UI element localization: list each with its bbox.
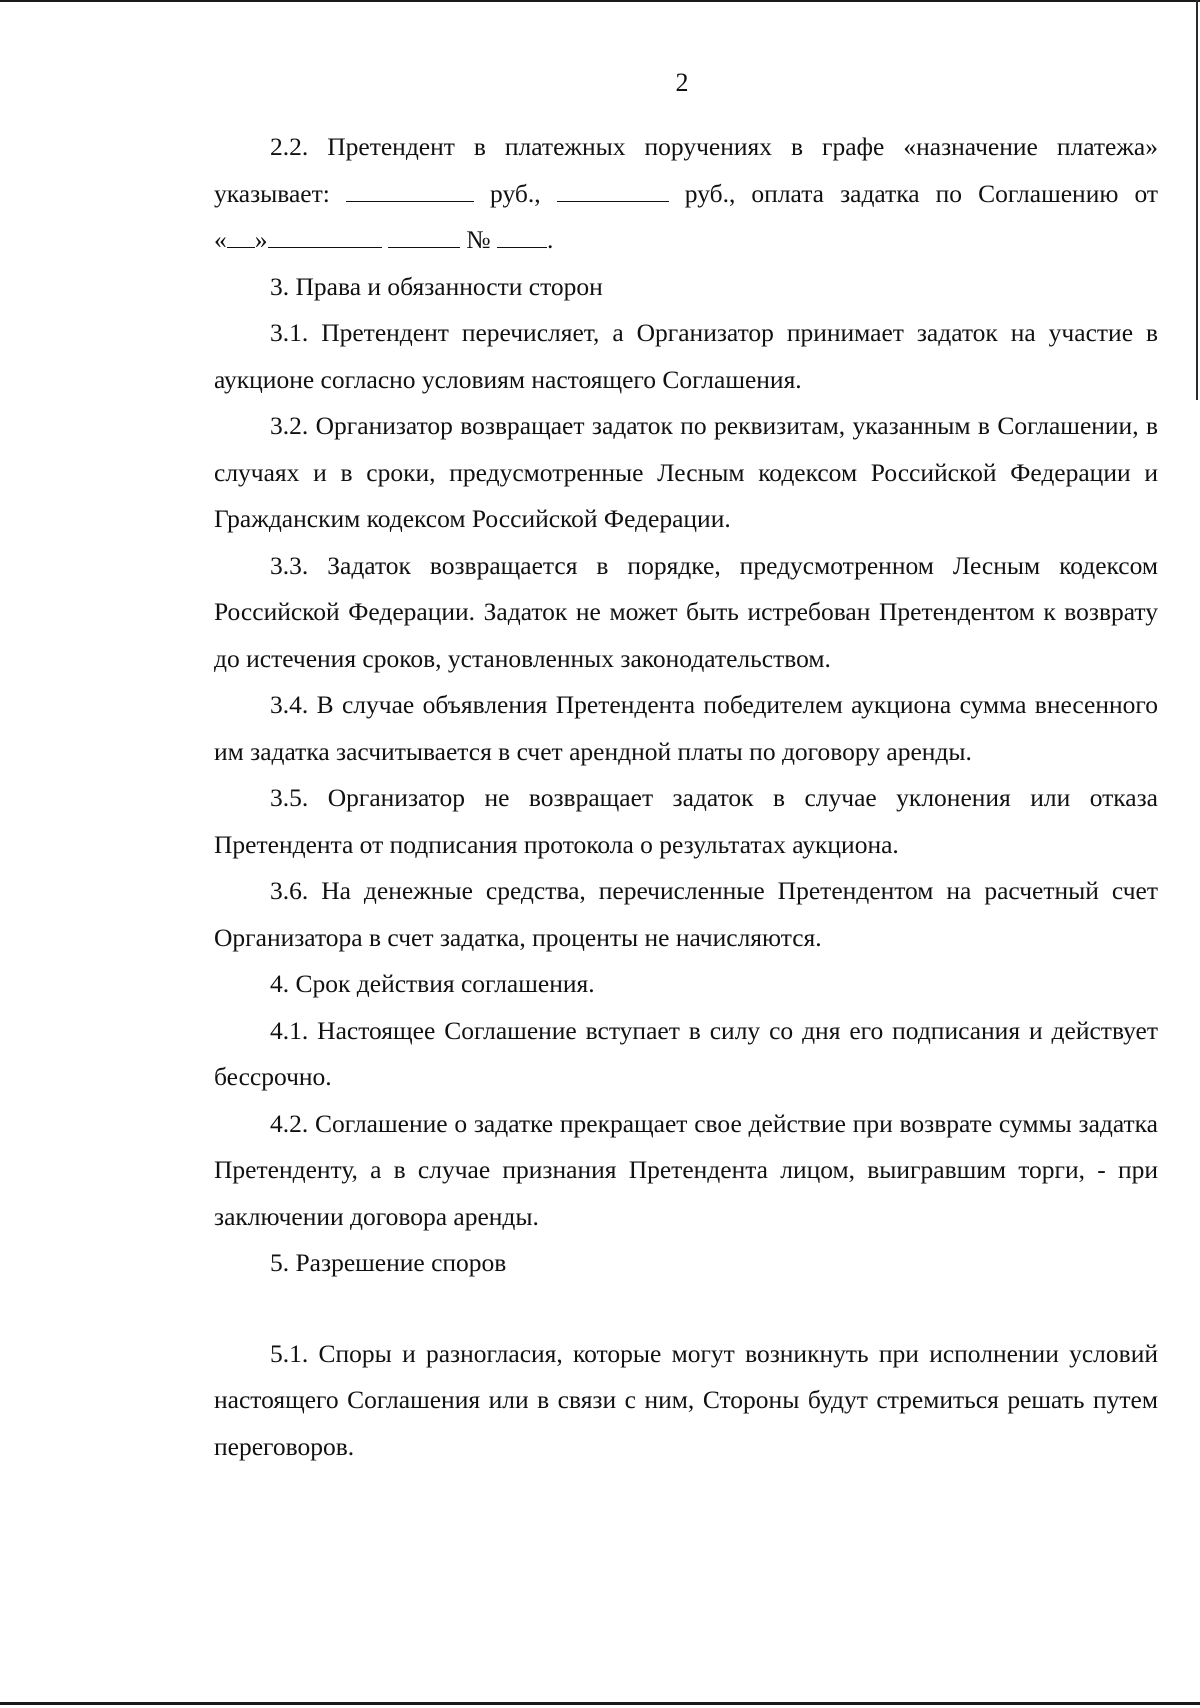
section-4-heading: 4. Срок действия соглашения. (270, 969, 595, 998)
clause-4-2: 4.2. Соглашение о задатке прекращает свое действие при возврате суммы задатка Претенденту, а в случае признания Претендента лицом, выигравшим торги, - при заключении договора аренды. (214, 1108, 1158, 1231)
page-number-container (0, 68, 1200, 98)
agreement-number-blank (497, 227, 547, 248)
section-5-heading: 5. Разрешение споров (270, 1248, 507, 1277)
clause-5-1: 5.1. Споры и разногласия, которые могут возникнуть при исполнении условий настоящего Соглашения или в связи с ним, Стороны будут стремиться решать путем переговоров. (214, 1338, 1158, 1461)
clause-2-2-text-2b: руб., (490, 178, 541, 208)
clause-2-2-text-2a: указывает: (214, 178, 330, 208)
page-number: 2 (675, 68, 689, 97)
scan-edge-right (1196, 0, 1198, 400)
document-body (214, 124, 1158, 1470)
number-sign: № (466, 225, 491, 254)
scan-edge-bottom (0, 1702, 1200, 1705)
amount-blank-2 (557, 181, 669, 202)
clause-2-2-text-2c: руб., оплата задатка по Соглашению от (684, 178, 1159, 208)
scan-edge-top (0, 0, 1200, 2)
clause-3-5: 3.5. Организатор не возвращает задаток в случае уклонения или отказа Претендента от подписания протокола о результатах аукциона. (214, 783, 1158, 859)
clause-2-2-line-2 (214, 171, 1158, 218)
clause-3-4: 3.4. В случае объявления Претендента победителем аукциона сумма внесенного им задатка засчитывается в счет арендной платы по договору аренды. (214, 690, 1158, 766)
clause-3-1: 3.1. Претендент перечисляет, а Организатор принимает задаток на участие в аукционе согласно условиям настоящего Соглашения. (214, 318, 1158, 394)
date-close-quote: » (254, 225, 268, 254)
section-3-heading: 3. Права и обязанности сторон (270, 271, 603, 301)
section-gap (214, 1287, 1158, 1331)
clause-3-6: 3.6. На денежные средства, перечисленные Претендентом на расчетный счет Организатора в счет задатка, проценты не начисляются. (214, 876, 1158, 952)
clause-3-2: 3.2. Организатор возвращает задаток по реквизитам, указанным в Соглашении, в случаях и в сроки, предусмотренные Лесным кодексом Российской Федерации и Гражданским кодексом Российской Федерации. (214, 411, 1158, 533)
year-blank (388, 227, 460, 248)
day-blank (227, 227, 255, 248)
clause-2-2-text-1: 2.2. Претендент в платежных поручениях в графе «назначение платежа» (270, 132, 1158, 161)
clause-2-2-line-3 (214, 217, 1158, 264)
amount-blank-1 (346, 181, 474, 202)
clause-3-3: 3.3. Задаток возвращается в порядке, предусмотренном Лесным кодексом Российской Федерации. Задаток не может быть истребован Претендентом к возврату до истечения сроков, установленных законодательством. (214, 550, 1158, 673)
date-open-quote: « (214, 225, 227, 254)
clause-2-2-end: . (546, 225, 554, 254)
clause-4-1: 4.1. Настоящее Соглашение вступает в силу со дня его подписания и действует бессрочно. (214, 1015, 1158, 1091)
clause-2-2-line-1 (214, 124, 1158, 171)
month-blank (268, 227, 382, 248)
